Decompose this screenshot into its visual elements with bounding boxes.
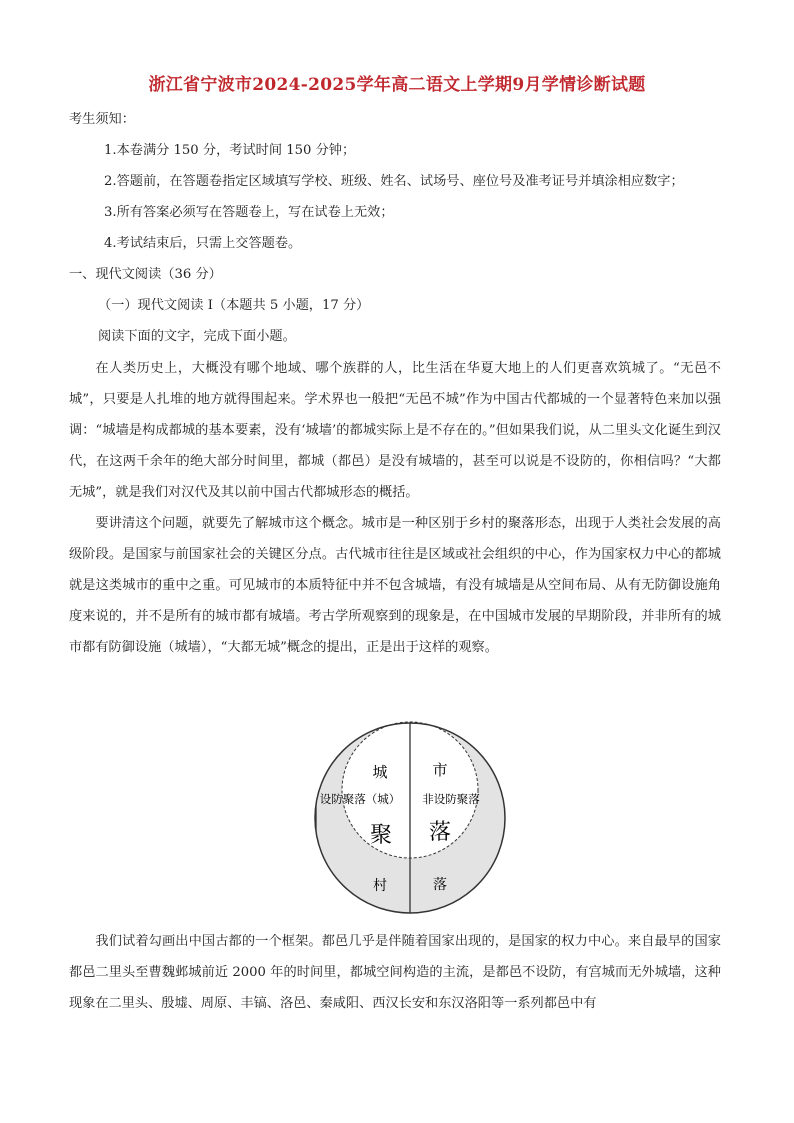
document-title: 浙江省宁波市2024-2025学年高二语文上学期9月学情诊断试题 [148,75,646,95]
notice-item-3: 3.所有答案必须写在答题卷上，写在试卷上无效； [104,205,394,220]
label-ju: 聚 [369,823,393,848]
label-cun: 村 [373,878,387,894]
notice-item-2: 2.答题前，在答题卷指定区域填写学校、班级、姓名、试场号、座位号及准考证号并填涂相应数字； [104,174,684,189]
paragraph-2: 要讲清这个问题，就要先了解城市这个概念。城市是一种区别于乡村的聚落形态，出现于人类社会发展的高级阶段。是国家与前国家社会的关键区分点。古代城市往往是区域或社会组织的中心，作为国家权力中心的都城就是这类城市的重中之重。可见城市的本质特征中并不包含城墙，有没有城墙是从空间布局、从有无防御设施角度来说的，并不是所有的城市都有城墙。考古学所观察到的现象是，在中国城市发展的早期阶段，并非所有的城市都有防御设施（城墙），“大都无城”概念的提出，正是出于这样的观察。 [69,516,721,655]
settlement-diagram-svg [300,718,520,918]
notice-item-4: 4.考试结束后，只需上交答题卷。 [104,236,302,251]
label-luo-small: 落 [433,877,447,893]
label-fortified: 设防聚落（城） [319,792,401,806]
left-strip [300,718,316,918]
section-heading: 一、现代文阅读（36 分） [69,267,222,282]
settlement-diagram [300,718,520,918]
notice-heading: 考生须知： [69,112,135,127]
label-unfortified: 非设防聚落 [422,792,480,806]
subsection-heading: （一）现代文阅读 I（本题共 5 小题，17 分） [98,298,370,313]
label-cheng: 城 [372,763,388,781]
label-luo: 落 [428,820,452,845]
label-shi: 市 [432,761,448,779]
notice-item-1: 1.本卷满分 150 分，考试时间 150 分钟； [104,143,356,158]
paragraph-3: 我们试着勾画出中国古都的一个框架。都邑几乎是伴随着国家出现的，是国家的权力中心。来自最早的国家都邑二里头至曹魏邺城前近 2000 年的时间里，都城空间构造的主流，是都邑不设防，有宫城而无外城墙，这种现象在二里头、殷墟、周原、丰镐、洛邑、秦咸阳、西汉长安和东汉洛阳等一系列都邑中有 [69,934,721,1011]
paragraph-1: 在人类历史上，大概没有哪个地域、哪个族群的人，比生活在华夏大地上的人们更喜欢筑城了。“无邑不城”，只要是人扎堆的地方就得围起来。学术界也一般把“无邑不城”作为中国古代都城的一个显著特色来加以强调：“城墙是构成都城的基本要素，没有‘城墙’的都城实际上是不存在的。”但如果我们说，从二里头文化诞生到汉代，在这两千余年的绝大部分时间里，都城（都邑）是没有城墙的，甚至可以说是不设防的，你相信吗？“大都无城”，就是我们对汉代及其以前中国古代都城形态的概括。 [69,361,721,500]
reading-instruction: 阅读下面的文字，完成下面小题。 [98,329,296,344]
